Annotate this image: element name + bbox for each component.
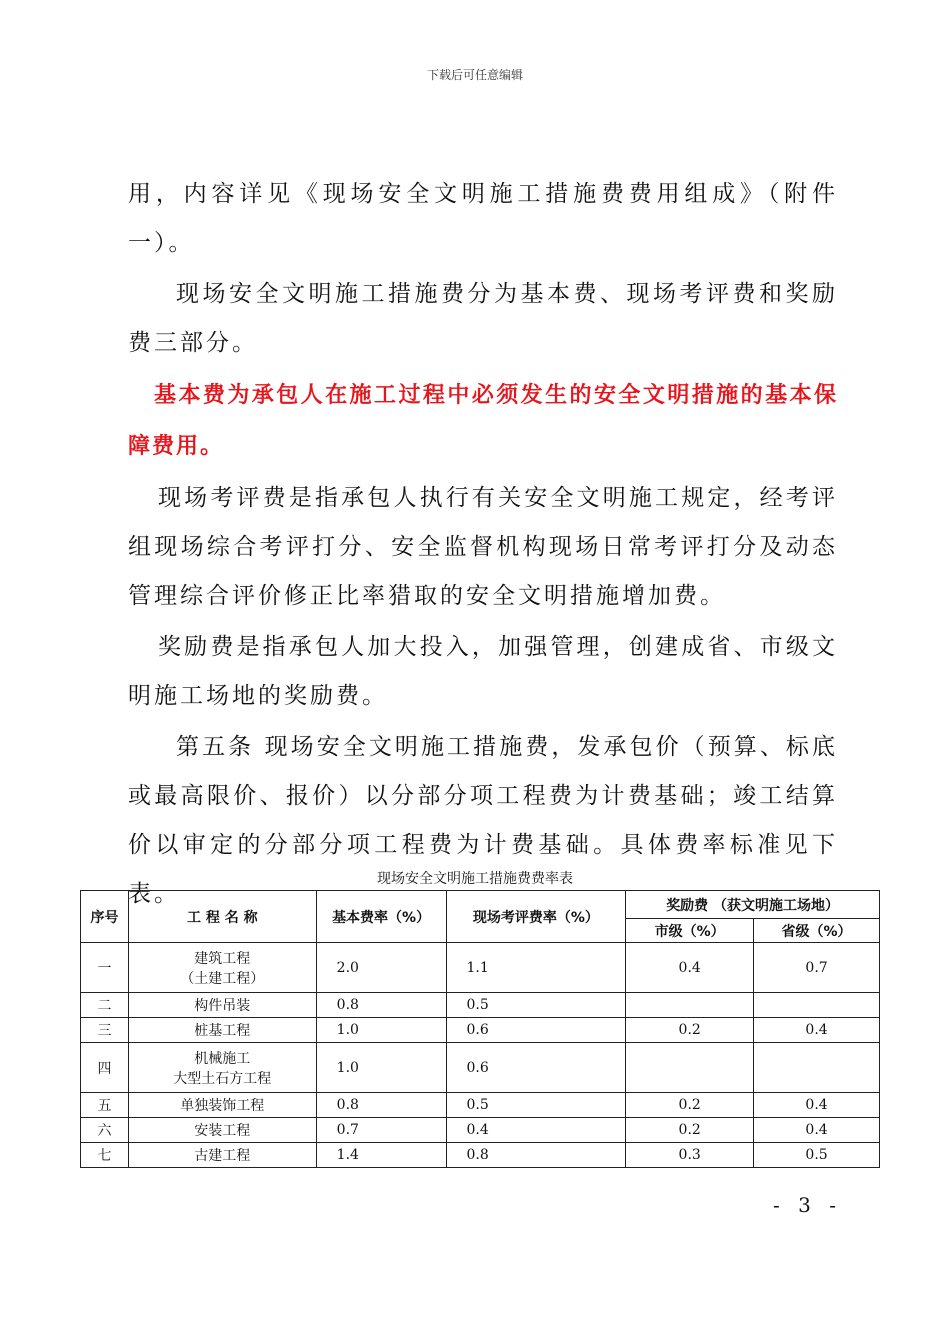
cell-city — [626, 1043, 754, 1093]
cell-basic: 0.7 — [316, 1118, 446, 1143]
header-basic-rate: 基本费率（%） — [316, 891, 446, 943]
cell-basic: 0.8 — [316, 993, 446, 1018]
header-city: 市级（%） — [626, 919, 754, 943]
cell-city: 0.2 — [626, 1018, 754, 1043]
cell-basic: 2.0 — [316, 943, 446, 993]
paragraph-basic-fee: 基本费为承包人在施工过程中必须发生的安全文明措施的基本保障费用。 — [128, 383, 838, 459]
cell-name: 桩基工程 — [128, 1018, 316, 1043]
cell-province: 0.7 — [754, 943, 880, 993]
cell-seq: 二 — [81, 993, 129, 1018]
cell-name: 古建工程 — [128, 1143, 316, 1168]
cell-name-line: 机械施工 — [194, 1050, 251, 1067]
cell-seq: 四 — [81, 1043, 129, 1093]
cell-name: 构件吊装 — [128, 993, 316, 1018]
cell-name: 安装工程 — [128, 1118, 316, 1143]
cell-name — [128, 1043, 316, 1093]
header-reward: 奖励费 （获文明施工场地） — [626, 891, 880, 919]
cell-province: 0.4 — [754, 1093, 880, 1118]
cell-city: 0.2 — [626, 1118, 754, 1143]
table-row — [81, 1018, 880, 1043]
table-row — [81, 1093, 880, 1118]
cell-name-line: 大型土石方工程 — [173, 1070, 272, 1087]
paragraph-fee-composition: 现场安全文明施工措施费分为基本费、现场考评费和奖励费三部分。 — [128, 281, 838, 356]
cell-eval: 0.8 — [446, 1143, 626, 1168]
paragraph-article-five: 第五条 现场安全文明施工措施费，发承包价（预算、标底或最高限价、报价）以分部分项工程费为计费基础；竣工结算价以审定的分部分项工程费为计费基础。具体费率标准见下表。 — [128, 734, 838, 907]
cell-seq: 三 — [81, 1018, 129, 1043]
cell-city: 0.2 — [626, 1093, 754, 1118]
cell-eval: 0.6 — [446, 1018, 626, 1043]
paragraph-continuation: 用，内容详见《现场安全文明施工措施费费用组成》（附件一）。 — [128, 181, 838, 256]
cell-province — [754, 1043, 880, 1093]
cell-basic: 1.4 — [316, 1143, 446, 1168]
page-header: 下载后可任意编辑 — [426, 68, 523, 82]
table-row — [81, 1118, 880, 1143]
cell-eval: 0.4 — [446, 1118, 626, 1143]
cell-basic: 1.0 — [316, 1018, 446, 1043]
cell-basic: 0.8 — [316, 1093, 446, 1118]
cell-basic: 1.0 — [316, 1043, 446, 1093]
cell-city — [626, 993, 754, 1018]
cell-province — [754, 993, 880, 1018]
cell-city: 0.3 — [626, 1143, 754, 1168]
paragraph-reward-fee: 奖励费是指承包人加大投入，加强管理，创建成省、市级文明施工场地的奖励费。 — [128, 634, 838, 709]
cell-eval: 0.6 — [446, 1043, 626, 1093]
header-name: 工 程 名 称 — [128, 891, 316, 943]
cell-seq: 七 — [81, 1143, 129, 1168]
body-text — [128, 170, 838, 921]
paragraph-evaluation-fee: 现场考评费是指承包人执行有关安全文明施工规定，经考评组现场综合考评打分、安全监督机构现场日常考评打分及动态管理综合评价修正比率猎取的安全文明措施增加费。 — [128, 485, 838, 609]
cell-seq: 五 — [81, 1093, 129, 1118]
header-eval-rate: 现场考评费率（%） — [446, 891, 626, 943]
table-row — [81, 993, 880, 1018]
header-seq: 序号 — [81, 891, 129, 943]
table-caption: 现场安全文明施工措施费费率表 — [377, 871, 573, 887]
table-row — [81, 943, 880, 993]
cell-seq: 一 — [81, 943, 129, 993]
fee-rate-table — [80, 890, 880, 1168]
page-number: - 3 - — [773, 1193, 842, 1217]
cell-name — [128, 943, 316, 993]
table-row — [81, 1043, 880, 1093]
table-row — [81, 1143, 880, 1168]
cell-province: 0.5 — [754, 1143, 880, 1168]
cell-name-line: （土建工程） — [180, 970, 265, 987]
cell-name-line: 建筑工程 — [194, 950, 251, 967]
cell-eval: 0.5 — [446, 1093, 626, 1118]
header-province: 省级（%） — [754, 919, 880, 943]
cell-province: 0.4 — [754, 1018, 880, 1043]
cell-city: 0.4 — [626, 943, 754, 993]
cell-eval: 0.5 — [446, 993, 626, 1018]
cell-seq: 六 — [81, 1118, 129, 1143]
cell-province: 0.4 — [754, 1118, 880, 1143]
cell-eval: 1.1 — [446, 943, 626, 993]
cell-name: 单独装饰工程 — [128, 1093, 316, 1118]
